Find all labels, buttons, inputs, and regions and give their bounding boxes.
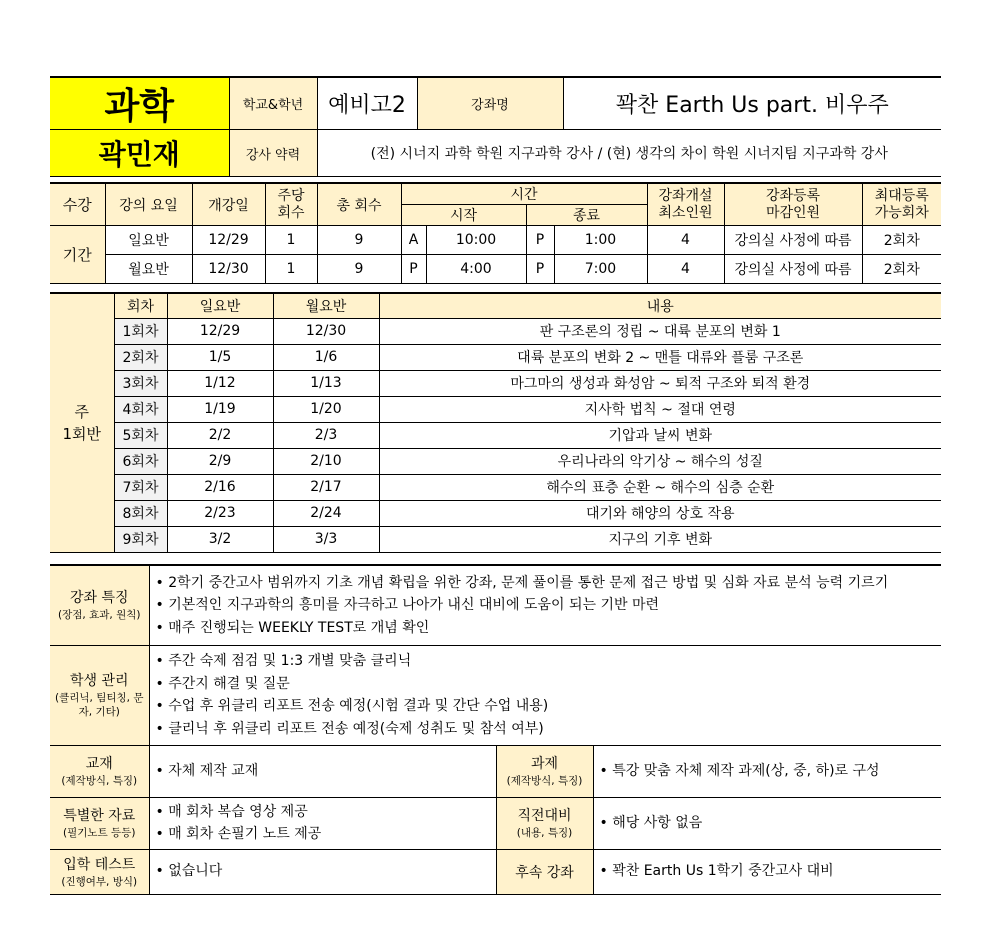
period-side-label-2: 기간 [50,226,105,284]
exam-value: • 해당 사항 없음 [593,797,941,849]
h-max: 최대등록 가능회차 [862,183,941,226]
session-number: 8회차 [114,500,167,526]
teacher-name: 곽민재 [50,130,229,177]
row-min: 4 [647,255,724,284]
session-mon-date: 2/3 [273,422,379,448]
h-deadline: 강좌등록 마감인원 [724,183,862,226]
session-content: 판 구조론의 정립 ~ 대륙 분포의 변화 1 [379,318,941,344]
row-start-ampm: P [401,255,426,284]
textbook-label-cell: 교재 (제작방식, 특징) [50,745,149,797]
session-mon-date: 2/10 [273,448,379,474]
h-start: 시작 [401,205,526,226]
row-start: 4:00 [426,255,526,284]
session-mon-date: 3/3 [273,526,379,552]
mgmt-label-cell: 학생 관리 (클리닉, 팀티칭, 문자, 기타) [50,645,149,745]
details-table [50,564,941,895]
table-row [50,344,941,370]
header-table [50,76,941,177]
session-sun-date: 12/29 [167,318,273,344]
session-number: 2회차 [114,344,167,370]
session-content: 우리나라의 악기상 ~ 해수의 성질 [379,448,941,474]
session-number: 7회차 [114,474,167,500]
list-item: • 매 회차 복습 영상 제공 [155,803,308,820]
h-time: 시간 [401,183,647,205]
course-label: 강좌명 [417,77,563,130]
row-end-ampm: P [526,226,554,255]
session-mon-date: 2/17 [273,474,379,500]
test-label-cell: 입학 테스트 (진행여부, 방식) [50,849,149,894]
subject-title: 과학 [50,77,229,130]
row-start-ampm: A [401,226,426,255]
session-content: 마그마의 생성과 화성암 ~ 퇴적 구조와 퇴적 환경 [379,370,941,396]
follow-value: • 꽉찬 Earth Us 1학기 중간고사 대비 [593,849,941,894]
session-sun-date: 2/2 [167,422,273,448]
row-day: 일요반 [105,226,192,255]
table-row [50,526,941,552]
h-mon: 월요반 [273,293,379,318]
table-row [50,370,941,396]
schedule-table [50,292,941,553]
session-number: 4회차 [114,396,167,422]
h-weekly: 주당 회수 [265,183,317,226]
session-content: 지사학 법칙 ~ 절대 연령 [379,396,941,422]
row-open: 12/29 [192,226,265,255]
session-mon-date: 2/24 [273,500,379,526]
period-table [50,182,941,284]
session-mon-date: 1/20 [273,396,379,422]
session-content: 지구의 기후 변화 [379,526,941,552]
table-row [50,448,941,474]
table-row [50,500,941,526]
table-row [50,474,941,500]
special-label-cell: 특별한 자료 (필기노트 등등) [50,797,149,849]
session-content: 대륙 분포의 변화 2 ~ 맨틀 대류와 플룸 구조론 [379,344,941,370]
special-list [149,797,496,849]
h-total: 총 회수 [317,183,401,226]
row-min: 4 [647,226,724,255]
textbook-value: • 자체 제작 교재 [149,745,496,797]
list-item: • 클리닉 후 위클리 리포트 전송 예정(숙제 성취도 및 참석 여부) [155,720,544,737]
session-content: 대기와 해양의 상호 작용 [379,500,941,526]
row-end: 1:00 [554,226,647,255]
session-number: 1회차 [114,318,167,344]
session-content: 해수의 표층 순환 ~ 해수의 심층 순환 [379,474,941,500]
list-item: • 기본적인 지구과학의 흥미를 자극하고 나아가 내신 대비에 도움이 되는 기반 마련 [155,597,660,613]
row-total: 9 [317,226,401,255]
row-max: 2회차 [862,226,941,255]
follow-label: 후속 강좌 [496,849,593,894]
list-item: • 주간지 해결 및 질문 [155,675,290,692]
session-number: 9회차 [114,526,167,552]
row-deadline: 강의실 사정에 따름 [724,255,862,284]
hw-value: • 특강 맞춤 자체 제작 과제(상, 중, 하)로 구성 [593,745,941,797]
grade-value: 예비고2 [317,77,417,130]
session-sun-date: 2/9 [167,448,273,474]
exam-label-cell: 직전대비 (내용, 특징) [496,797,593,849]
row-end-ampm: P [526,255,554,284]
list-item: • 수업 후 위클리 리포트 전송 예정(시험 결과 및 간단 수업 내용) [155,698,549,714]
row-weekly: 1 [265,255,317,284]
session-number: 3회차 [114,370,167,396]
h-day: 강의 요일 [105,183,192,226]
session-mon-date: 12/30 [273,318,379,344]
course-value: 꽉찬 Earth Us part. 비우주 [563,77,941,130]
row-weekly: 1 [265,226,317,255]
session-sun-date: 2/23 [167,500,273,526]
career-value: (전) 시너지 과학 학원 지구과학 강사 / (현) 생각의 차이 학원 시너지팀 지구과학 강사 [317,130,941,177]
mgmt-list [149,645,941,745]
h-sun: 일요반 [167,293,273,318]
h-open: 개강일 [192,183,265,226]
list-item: • 매 회차 손필기 노트 제공 [155,826,322,842]
grade-label: 학교&학년 [229,77,317,130]
session-sun-date: 1/12 [167,370,273,396]
row-total: 9 [317,255,401,284]
h-session: 회차 [114,293,167,318]
feature-list [149,565,941,645]
h-end: 종료 [526,205,647,226]
table-row [50,318,941,344]
session-sun-date: 2/16 [167,474,273,500]
session-number: 5회차 [114,422,167,448]
list-item: • 매주 진행되는 WEEKLY TEST로 개념 확인 [155,619,430,636]
session-content: 기압과 날씨 변화 [379,422,941,448]
schedule-side-label: 주 1회반 [50,293,114,552]
session-sun-date: 3/2 [167,526,273,552]
table-row [50,422,941,448]
career-label: 강사 약력 [229,130,317,177]
test-value: • 없습니다 [149,849,496,894]
h-content: 내용 [379,293,941,318]
hw-label-cell: 과제 (제작방식, 특징) [496,745,593,797]
row-start: 10:00 [426,226,526,255]
row-max: 2회차 [862,255,941,284]
session-mon-date: 1/6 [273,344,379,370]
row-open: 12/30 [192,255,265,284]
period-side-label: 수강 [50,183,105,226]
row-deadline: 강의실 사정에 따름 [724,226,862,255]
list-item: • 주간 숙제 점검 및 1:3 개별 맞춤 클리닉 [155,653,412,669]
list-item: • 2학기 중간고사 범위까지 기초 개념 확립을 위한 강좌, 문제 풀이를 통한 문제 접근 방법 및 심화 자료 분석 능력 기르기 [155,574,889,591]
h-min: 강좌개설 최소인원 [647,183,724,226]
feature-label-cell: 강좌 특징 (장점, 효과, 원칙) [50,565,149,645]
row-end: 7:00 [554,255,647,284]
session-number: 6회차 [114,448,167,474]
table-row [50,396,941,422]
row-day: 월요반 [105,255,192,284]
session-sun-date: 1/5 [167,344,273,370]
session-mon-date: 1/13 [273,370,379,396]
session-sun-date: 1/19 [167,396,273,422]
